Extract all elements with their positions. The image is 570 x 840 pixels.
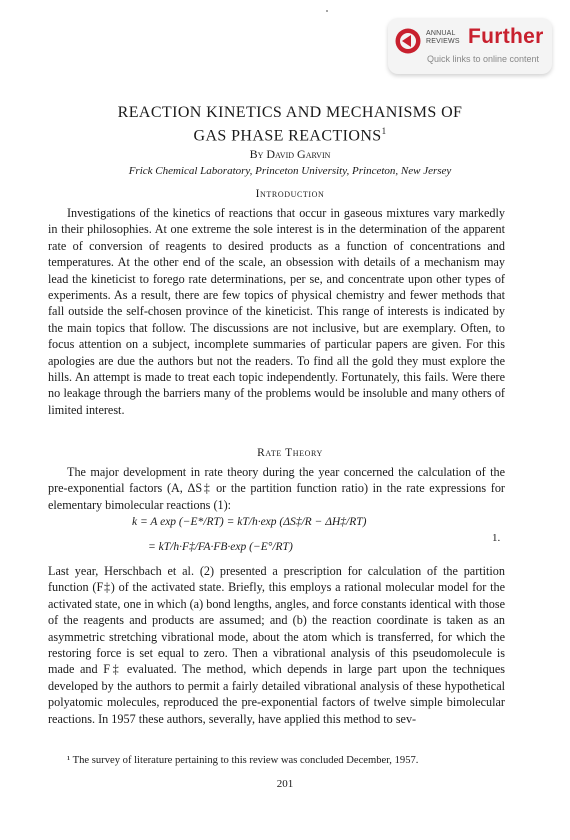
- equation-number: 1.: [492, 532, 501, 544]
- article-title-line1: REACTION KINETICS AND MECHANISMS OF: [117, 104, 463, 121]
- intro-paragraph: Investigations of the kinetics of reactions that occur in gaseous mixtures vary markedly in their philosophies. At one extreme the sole interest is in the determination of the apparent rate of conversion of reagents to desired products as a function of concentrations and temperatures. At the other end of the scale, an obsession with details of a mechanism may lead the kineticist to forego rate determinations, per se, and concentrate upon other types of experiments. As a result, there are few topics of physical chemistry and fewer methods that fall outside the self-chosen province of the kineticist. This range of interests is indicated by the main topics that follow. The discussions are not inclusive, but are exemplary. Often, to focus attention on a subject, incomplete summaries of particular papers are given. For this apologies are due the authors but not the readers. To find all the gold they must explore the hills. An attempt is made to treat each topic independently. Fortunately, this fails. Were there no leakage through the barriers many of the problems would be insoluble and many others of limited interest.: [48, 206, 505, 417]
- page-number: 201: [276, 778, 294, 790]
- scan-speck: [326, 10, 328, 12]
- author-line: By David Garvin: [249, 147, 331, 161]
- rate-theory-heading: Rate Theory: [257, 447, 323, 459]
- further-banner[interactable]: [388, 18, 552, 74]
- further-label: Further: [468, 25, 544, 48]
- affiliation-line: Frick Chemical Laboratory, Princeton University, Princeton, New Jersey: [128, 165, 452, 177]
- further-tagline: Quick links to online content: [427, 54, 540, 64]
- introduction-heading: Introduction: [255, 188, 325, 200]
- article-title-line2: GAS PHASE REACTIONS$^1$: [193, 126, 387, 145]
- equation-line1: k = A exp (−E*/RT) = kT/h·exp (ΔS‡/R − ΔH‡/RT): [132, 516, 367, 528]
- rate-theory-paragraph-2: Last year, Herschbach et al. (2) presented a prescription for calculation of the partition function (F‡) of the activated state. Briefly, this employs a rational molecular model for the activated state, one in which (a) bond lengths, angles, and force constants identical with those of the reagents and products are assumed; and (b) the reaction coordinate is taken as an asymmetric stretching vibrational mode, about the atom which is transferred, for which the restoring force is set equal to zero. Then a vibrational analysis of this pseudomolecule is made and F‡ evaluated. The method, which depends in large part upon the techniques developed by the authors to permit a fairly detailed vibrational analysis of these hypothetical polyatomic molecules, reproduced the pre-exponential factors of twelve simple bimolecular reactions. In 1957 these authors, severally, have applied this method to sev-: [48, 564, 505, 726]
- annual-reviews-logo-icon: [395, 28, 421, 54]
- title-footnote-mark: 1: [381, 126, 387, 136]
- rate-theory-paragraph-1: The major development in rate theory during the year concerned the calculation of the pre-exponential factors (A, ΔS‡ or the partition function ratio) in the rate expressions for elementary bimolecular reactions (1):: [48, 465, 505, 512]
- footnote: ¹ The survey of literature pertaining to this review was concluded December, 1957.: [67, 755, 419, 766]
- annual-reviews-label: ANNUAL REVIEWS: [426, 30, 460, 45]
- equation-line2: = kT/h·F‡/FA·FB·exp (−E°/RT): [148, 541, 293, 553]
